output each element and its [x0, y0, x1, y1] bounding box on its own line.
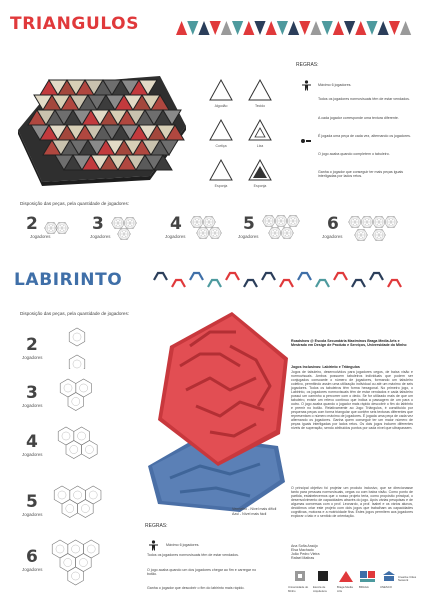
- player-count-label: Jogadores: [30, 234, 51, 239]
- banner-maze-segment: [352, 280, 365, 287]
- banner-triangle: [187, 21, 198, 35]
- banner-triangle: [310, 21, 321, 35]
- banner-triangle: [299, 21, 310, 35]
- author-name: Ana Sofia Araújo: [291, 544, 318, 548]
- difficulty-legend-red: Vermelho - Nível mais difícil: [232, 507, 277, 511]
- banner-maze-segment: [154, 273, 167, 280]
- logo-caption: Escola de Arquitetura: [313, 585, 327, 594]
- tri-layout-2: [42, 215, 70, 241]
- difficulty-legend-blue: Azul - Nível mais fácil: [232, 512, 267, 516]
- banner-triangle: [322, 21, 333, 35]
- logo-caption: Creative Cities Network: [398, 575, 417, 583]
- tri-layout-5: [258, 210, 310, 248]
- labirinto-title: LABIRINTO: [14, 270, 123, 290]
- player-count-number: 6: [327, 214, 339, 234]
- banner-maze-segment: [226, 273, 239, 280]
- tri-layout-3: [108, 214, 148, 244]
- player-count-label: Jogadores: [22, 355, 43, 360]
- hex-layout-2: [54, 325, 100, 369]
- logo-caption: Braga Media Arts: [337, 585, 353, 594]
- banner-triangle: [344, 21, 355, 35]
- project-objective: O principal objetivo foi projetar um produto inclusivo, que se direcionasse tanto para pessoas normovisuais, cegas ou com baixa visão. Como ponto de partida, estabelecemos que o nosso projeto teria, como propósito principal, o desenvolvimento de capacidades através do jogo. Após várias pesquisas e de algumas conversas com o prof. Leonardo, a prof. Isabel e os vários alunos, decidimos criar este projeto com dois jogos que trabalham as capacidades cognitivas, motoras e a motricidade fina. Estes jogos permitem aos jogadores explorar o tato e o sentido de orientação.: [291, 486, 413, 518]
- project-description: Jogos de tabuleiro, desenvolvidos para jogadores cegos, de baixa visão e normovisuais. Ambos possuem tabuleiros individuais que podem ser conjugados consoante o número de jogadores, formando um tabuleiro coletivo, permitindo assim uma utilização individual ou até um máximo de seis jogadores. Todos os tabuleiros têm forma hexagonal. No primeiro jogo, o Labirinto, os jogadores normovisuais têm de estar vendados e cada tabuleiro possui um caminho a percorrer com o dedo. Se for utilizado mais de que um tabuleiro, existe um relevo contínuo que indica a passagem de um para o outro. O jogo acaba quando o jogador mais rápido descobrir o fim do labirinto e premir no botão. Relativamente ao Jogo Triângulos, é constituído por pequenas peças com forma triangular que contêm seis texturas diferentes que representam o número máximo de jogadores. É jogada uma peça de cada vez alternando os jogadores. Ganha quem conseguir ter um maior número de peças iguais interligadas por lados retos. Os dois jogos incluem diferentes níveis de superação, sendo atribuídos pontos por cada nível que ultrapassem.: [291, 370, 413, 430]
- triangulos-title: TRIANGULOS: [10, 14, 140, 34]
- texture-triangle-3: [208, 118, 234, 142]
- banner-maze-segment: [388, 280, 401, 287]
- banner-maze-segment: [316, 280, 329, 287]
- rule-text: Máximo 6 jogadores.: [166, 543, 200, 547]
- banner-triangle: [333, 21, 344, 35]
- player-count-number: 5: [26, 492, 38, 512]
- banner-maze-segment: [208, 280, 221, 287]
- labirinto-board-image: [140, 306, 290, 516]
- logo-caption: BRAGA: [359, 585, 369, 589]
- rule-text: Todos os jogadores normovisuais têm de estar vendados.: [318, 97, 410, 101]
- banner-triangle: [277, 21, 288, 35]
- logo-caption: Universidade do Minho: [288, 585, 309, 594]
- texture-label: Esponja: [253, 184, 267, 188]
- banner-maze-segment: [370, 273, 383, 280]
- tri-layout-4: [186, 212, 230, 246]
- rule-text: A cada jogador corresponde uma textura diferente.: [318, 116, 399, 120]
- maze-pattern-banner: [150, 270, 412, 292]
- project-subheading: Jogos Inclusivos: Labirinto e Triângulos: [291, 365, 360, 369]
- texture-label: Cortiça: [215, 144, 227, 148]
- player-count-number: 2: [26, 335, 38, 355]
- player-count-label: Jogadores: [165, 234, 186, 239]
- banner-triangle: [254, 21, 265, 35]
- player-count-number: 6: [26, 547, 38, 567]
- rule-text: O jogo acaba quando um dos jogadores chegar ao fim e carregar no botão.: [147, 568, 257, 577]
- player-count-label: Jogadores: [322, 234, 343, 239]
- banner-maze-segment: [244, 280, 257, 287]
- hex-layout-4: [50, 425, 104, 473]
- unesco-logo: [382, 570, 396, 584]
- player-count-number: 3: [92, 214, 104, 234]
- hex-layout-3: [52, 377, 102, 423]
- rule-text: É jogada uma peça de cada vez, alternando os jogadores.: [318, 134, 411, 138]
- triangle-pattern-banner: [176, 17, 416, 37]
- banner-maze-segment: [334, 273, 347, 280]
- banner-triangle: [221, 21, 232, 35]
- author-name: Rafael Matiras: [291, 556, 315, 560]
- banner-triangle: [400, 21, 411, 35]
- banner-maze-segment: [262, 273, 275, 280]
- player-count-label: Jogadores: [22, 452, 43, 457]
- project-heading: Roadshow @ Escola Secundária Maximinos Braga Media Arts e Mestrado em Design de Produto e Serviços, Universidade do Minho: [291, 339, 407, 348]
- banner-triangle: [389, 21, 400, 35]
- player-count-number: 3: [26, 383, 38, 403]
- texture-label: Algodão: [214, 104, 228, 108]
- author-name: Elsa Machado: [291, 548, 314, 552]
- hand-cursor-icon: [300, 136, 312, 146]
- logo-caption: UNESCO: [380, 585, 392, 589]
- rule-text: Máximo 6 jogadores.: [318, 83, 352, 87]
- texture-label: Esponja: [214, 184, 228, 188]
- labirinto-distribution-title: Disposição das peças, pela quantidade de jogadores:: [20, 311, 130, 316]
- player-count-label: Jogadores: [22, 567, 43, 572]
- texture-triangle-1: [208, 78, 234, 102]
- media-arts-logo: [338, 570, 354, 584]
- banner-triangle: [210, 21, 221, 35]
- texture-triangle-5: [208, 158, 234, 182]
- banner-maze-segment: [190, 273, 203, 280]
- university-logo: [291, 570, 311, 584]
- player-count-label: Jogadores: [22, 512, 43, 517]
- texture-label: Lixa: [256, 144, 264, 148]
- player-count-label: Jogadores: [238, 234, 259, 239]
- architecture-logo: [316, 570, 330, 584]
- banner-maze-segment: [298, 273, 311, 280]
- banner-triangle: [266, 21, 277, 35]
- banner-maze-segment: [280, 280, 293, 287]
- banner-triangle: [232, 21, 243, 35]
- banner-triangle: [366, 21, 377, 35]
- accessibility-icon: [301, 80, 312, 91]
- player-count-label: Jogadores: [22, 403, 43, 408]
- texture-triangle-2: [247, 78, 273, 102]
- player-count-number: 4: [26, 432, 38, 452]
- banner-triangle: [176, 21, 187, 35]
- author-name: João Pedro Vieira: [291, 552, 320, 556]
- player-count-label: Jogadores: [90, 234, 111, 239]
- banner-triangle: [355, 21, 366, 35]
- hex-layout-6: [46, 538, 108, 594]
- banner-triangle: [243, 21, 254, 35]
- texture-triangle-4: [247, 118, 273, 142]
- banner-triangle: [198, 21, 209, 35]
- player-count-number: 2: [26, 214, 38, 234]
- rule-text: O jogo acaba quando completem o tabuleiro.: [318, 152, 390, 156]
- triangulos-distribution-title: Disposição das peças, pela quantidade de jogadores:: [20, 201, 130, 206]
- accessibility-icon: [148, 540, 159, 551]
- player-count-number: 4: [170, 214, 182, 234]
- texture-triangle-6: [247, 158, 273, 182]
- labirinto-rules-title: REGRAS:: [145, 523, 168, 529]
- texture-label: Tecido: [254, 104, 266, 108]
- rule-text: Todos os jogadores normovisuais têm de estar vendados.: [147, 553, 239, 557]
- triangulos-rules-title: REGRAS:: [296, 62, 319, 68]
- braga-logo: [359, 570, 379, 584]
- player-count-number: 5: [243, 214, 255, 234]
- banner-triangle: [378, 21, 389, 35]
- triangulos-board-image: [10, 60, 190, 190]
- rule-text: Ganha o jogador que conseguir ter mais peças iguais interligadas por lados retos.: [318, 170, 404, 179]
- banner-triangle: [288, 21, 299, 35]
- banner-maze-segment: [172, 280, 185, 287]
- tri-layout-6: [344, 210, 400, 250]
- rule-text: Ganha o jogador que descobrir o fim do labirinto mais rápido.: [147, 586, 245, 590]
- hex-layout-5: [48, 484, 106, 536]
